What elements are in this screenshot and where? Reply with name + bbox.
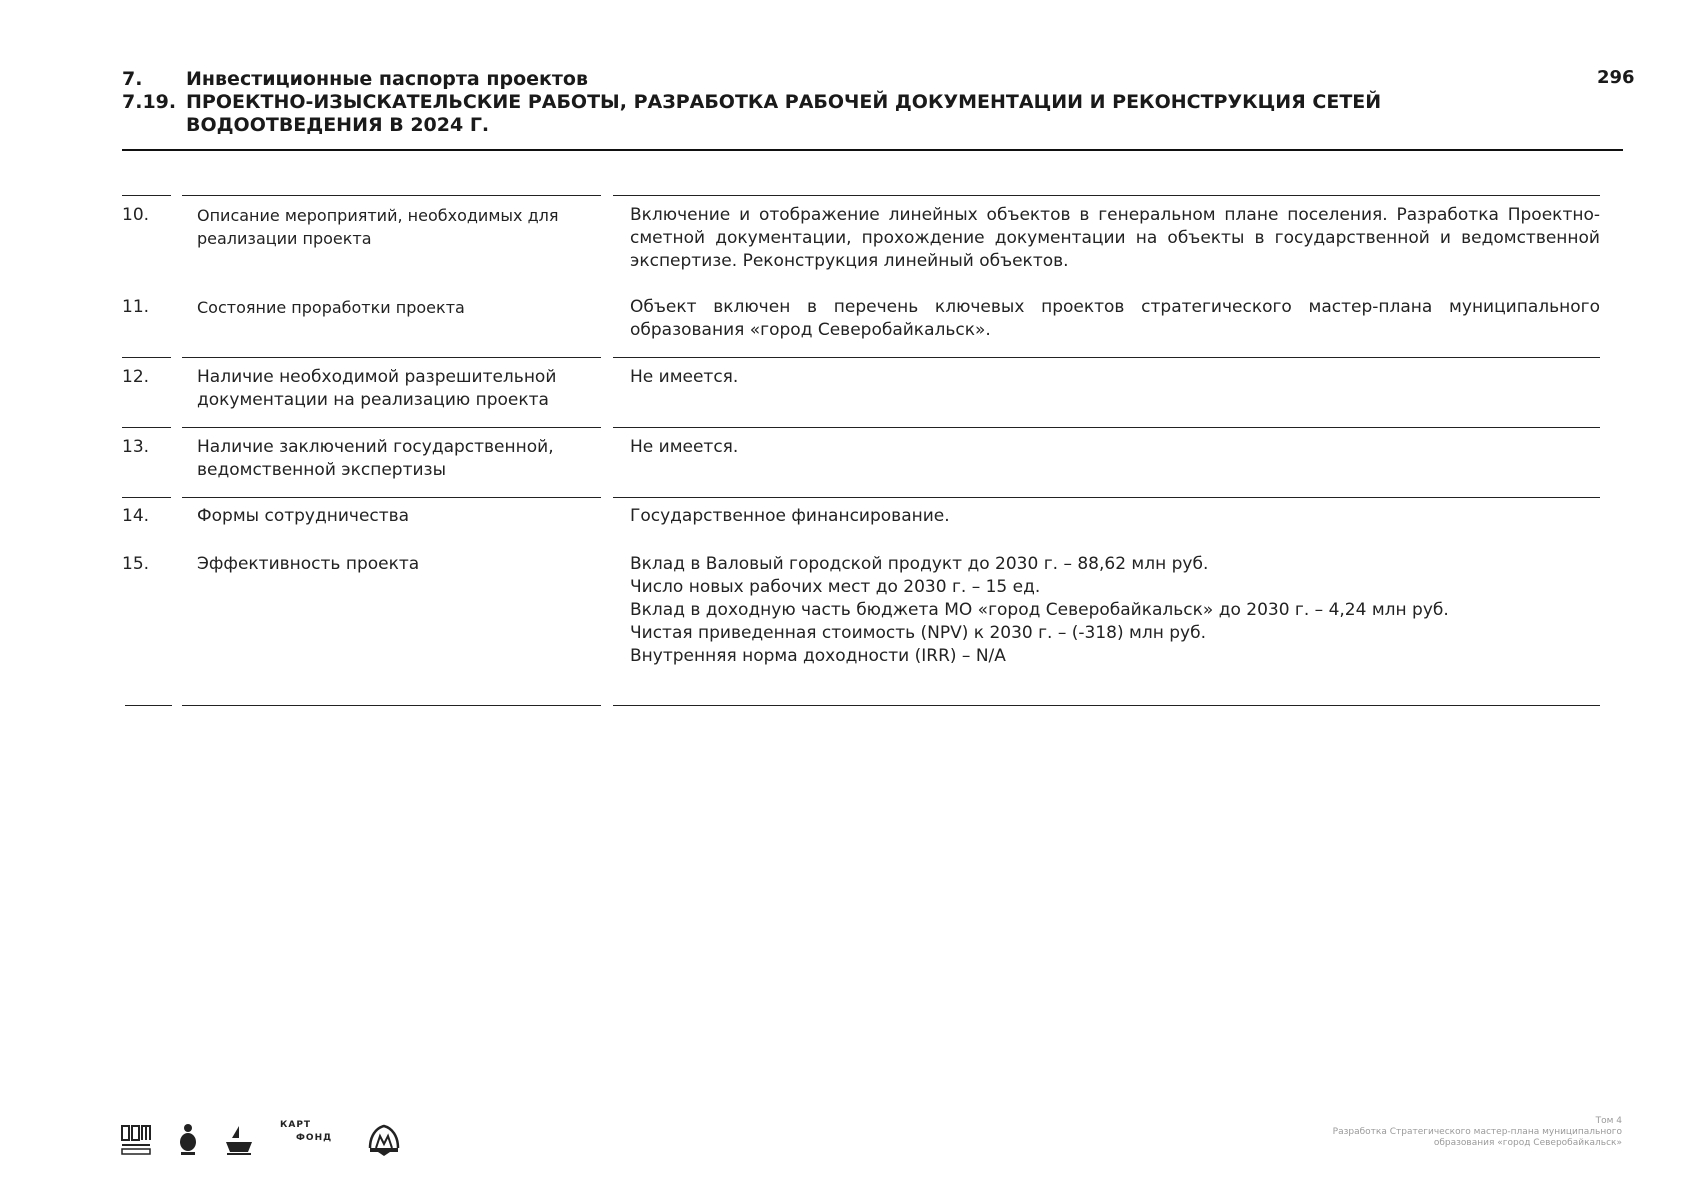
footer-credit [1220, 1116, 1622, 1149]
boat-logo-icon [224, 1122, 254, 1156]
ddm-logo-icon [120, 1122, 152, 1156]
row-label: Описание мероприятий, необходимых для реализации проекта [197, 206, 559, 248]
row-number: 14. [122, 506, 150, 526]
crown-logo-icon [366, 1122, 402, 1156]
row-label: Наличие необходимой разрешительной документации на реализацию проекта [197, 367, 557, 410]
table-rule [182, 427, 601, 428]
subsection-title: ПРОЕКТНО-ИЗЫСКАТЕЛЬСКИЕ РАБОТЫ, РАЗРАБОТКА РАБОЧЕЙ ДОКУМЕНТАЦИИ И РЕКОНСТРУКЦИЯ СЕТЕЙ ВОДООТВЕДЕНИЯ В 2024 Г. [186, 91, 1382, 136]
table-rule [613, 705, 1600, 706]
row-label: Эффективность проекта [197, 554, 420, 574]
table-rule [122, 497, 171, 498]
figure-logo-icon [176, 1122, 200, 1156]
table-rule [125, 705, 172, 706]
table-rule [613, 195, 1600, 196]
section-heading [122, 68, 588, 90]
footer-title-line: Разработка Стратегического мастер-плана муниципального [1332, 1127, 1622, 1137]
table-rule [122, 357, 171, 358]
row-value-list [630, 553, 1600, 668]
row-number: 15. [122, 554, 150, 574]
kartfond-text: КАРТ [280, 1120, 312, 1130]
table-rule [182, 357, 601, 358]
row-value: Не имеется. [630, 437, 739, 457]
row-number: 13. [122, 437, 150, 457]
section-number: 7. [122, 68, 143, 90]
table-rule [182, 497, 601, 498]
row-value-line: Вклад в Валовый городской продукт до 2030 г. – 88,62 млн руб. [630, 554, 1209, 574]
row-label: Состояние проработки проекта [197, 298, 465, 317]
row-value-line: Внутренняя норма доходности (IRR) – N/A [630, 646, 1006, 666]
table-rule [122, 427, 171, 428]
row-label: Наличие заключений государственной, ведомственной экспертизы [197, 437, 554, 480]
section-title: Инвестиционные паспорта проектов [186, 68, 589, 90]
table-rule [613, 357, 1600, 358]
table-rule [613, 427, 1600, 428]
row-value: Объект включен в перечень ключевых проектов стратегического мастер-плана муниципального образования «город Северобайкальск». [630, 297, 1600, 340]
table-rule [122, 195, 171, 196]
row-value-line: Вклад в доходную часть бюджета МО «город Северобайкальск» до 2030 г. – 4,24 млн руб. [630, 600, 1449, 620]
row-label: Формы сотрудничества [197, 506, 410, 526]
row-number: 11. [122, 297, 150, 317]
row-value: Государственное финансирование. [630, 506, 950, 526]
footer-volume: Том 4 [1595, 1116, 1622, 1126]
row-value-line: Чистая приведенная стоимость (NPV) к 2030 г. – (-318) млн руб. [630, 623, 1206, 643]
subsection-heading [122, 91, 1486, 137]
table-rule [182, 195, 601, 196]
subsection-number: 7.19. [122, 91, 177, 113]
table-rule [613, 497, 1600, 498]
page-number: 296 [1597, 67, 1635, 88]
footer-title-line: образования «город Северобайкальск» [1433, 1138, 1622, 1148]
row-value: Не имеется. [630, 367, 739, 387]
kartfond-text: ФОНД [296, 1133, 333, 1143]
header-divider [122, 149, 1623, 151]
row-number: 10. [122, 205, 150, 225]
row-number: 12. [122, 367, 150, 387]
row-value-line: Число новых рабочих мест до 2030 г. – 15 ед. [630, 577, 1041, 597]
table-rule [182, 705, 601, 706]
row-value: Включение и отображение линейных объектов в генеральном плане поселения. Разработка Проектно-сметной документации, прохождение документации на объекты в государственной и ведомственной экспертизе. Реконструкция линейный объектов. [630, 205, 1600, 271]
kartfond-logo-icon [280, 1120, 333, 1143]
